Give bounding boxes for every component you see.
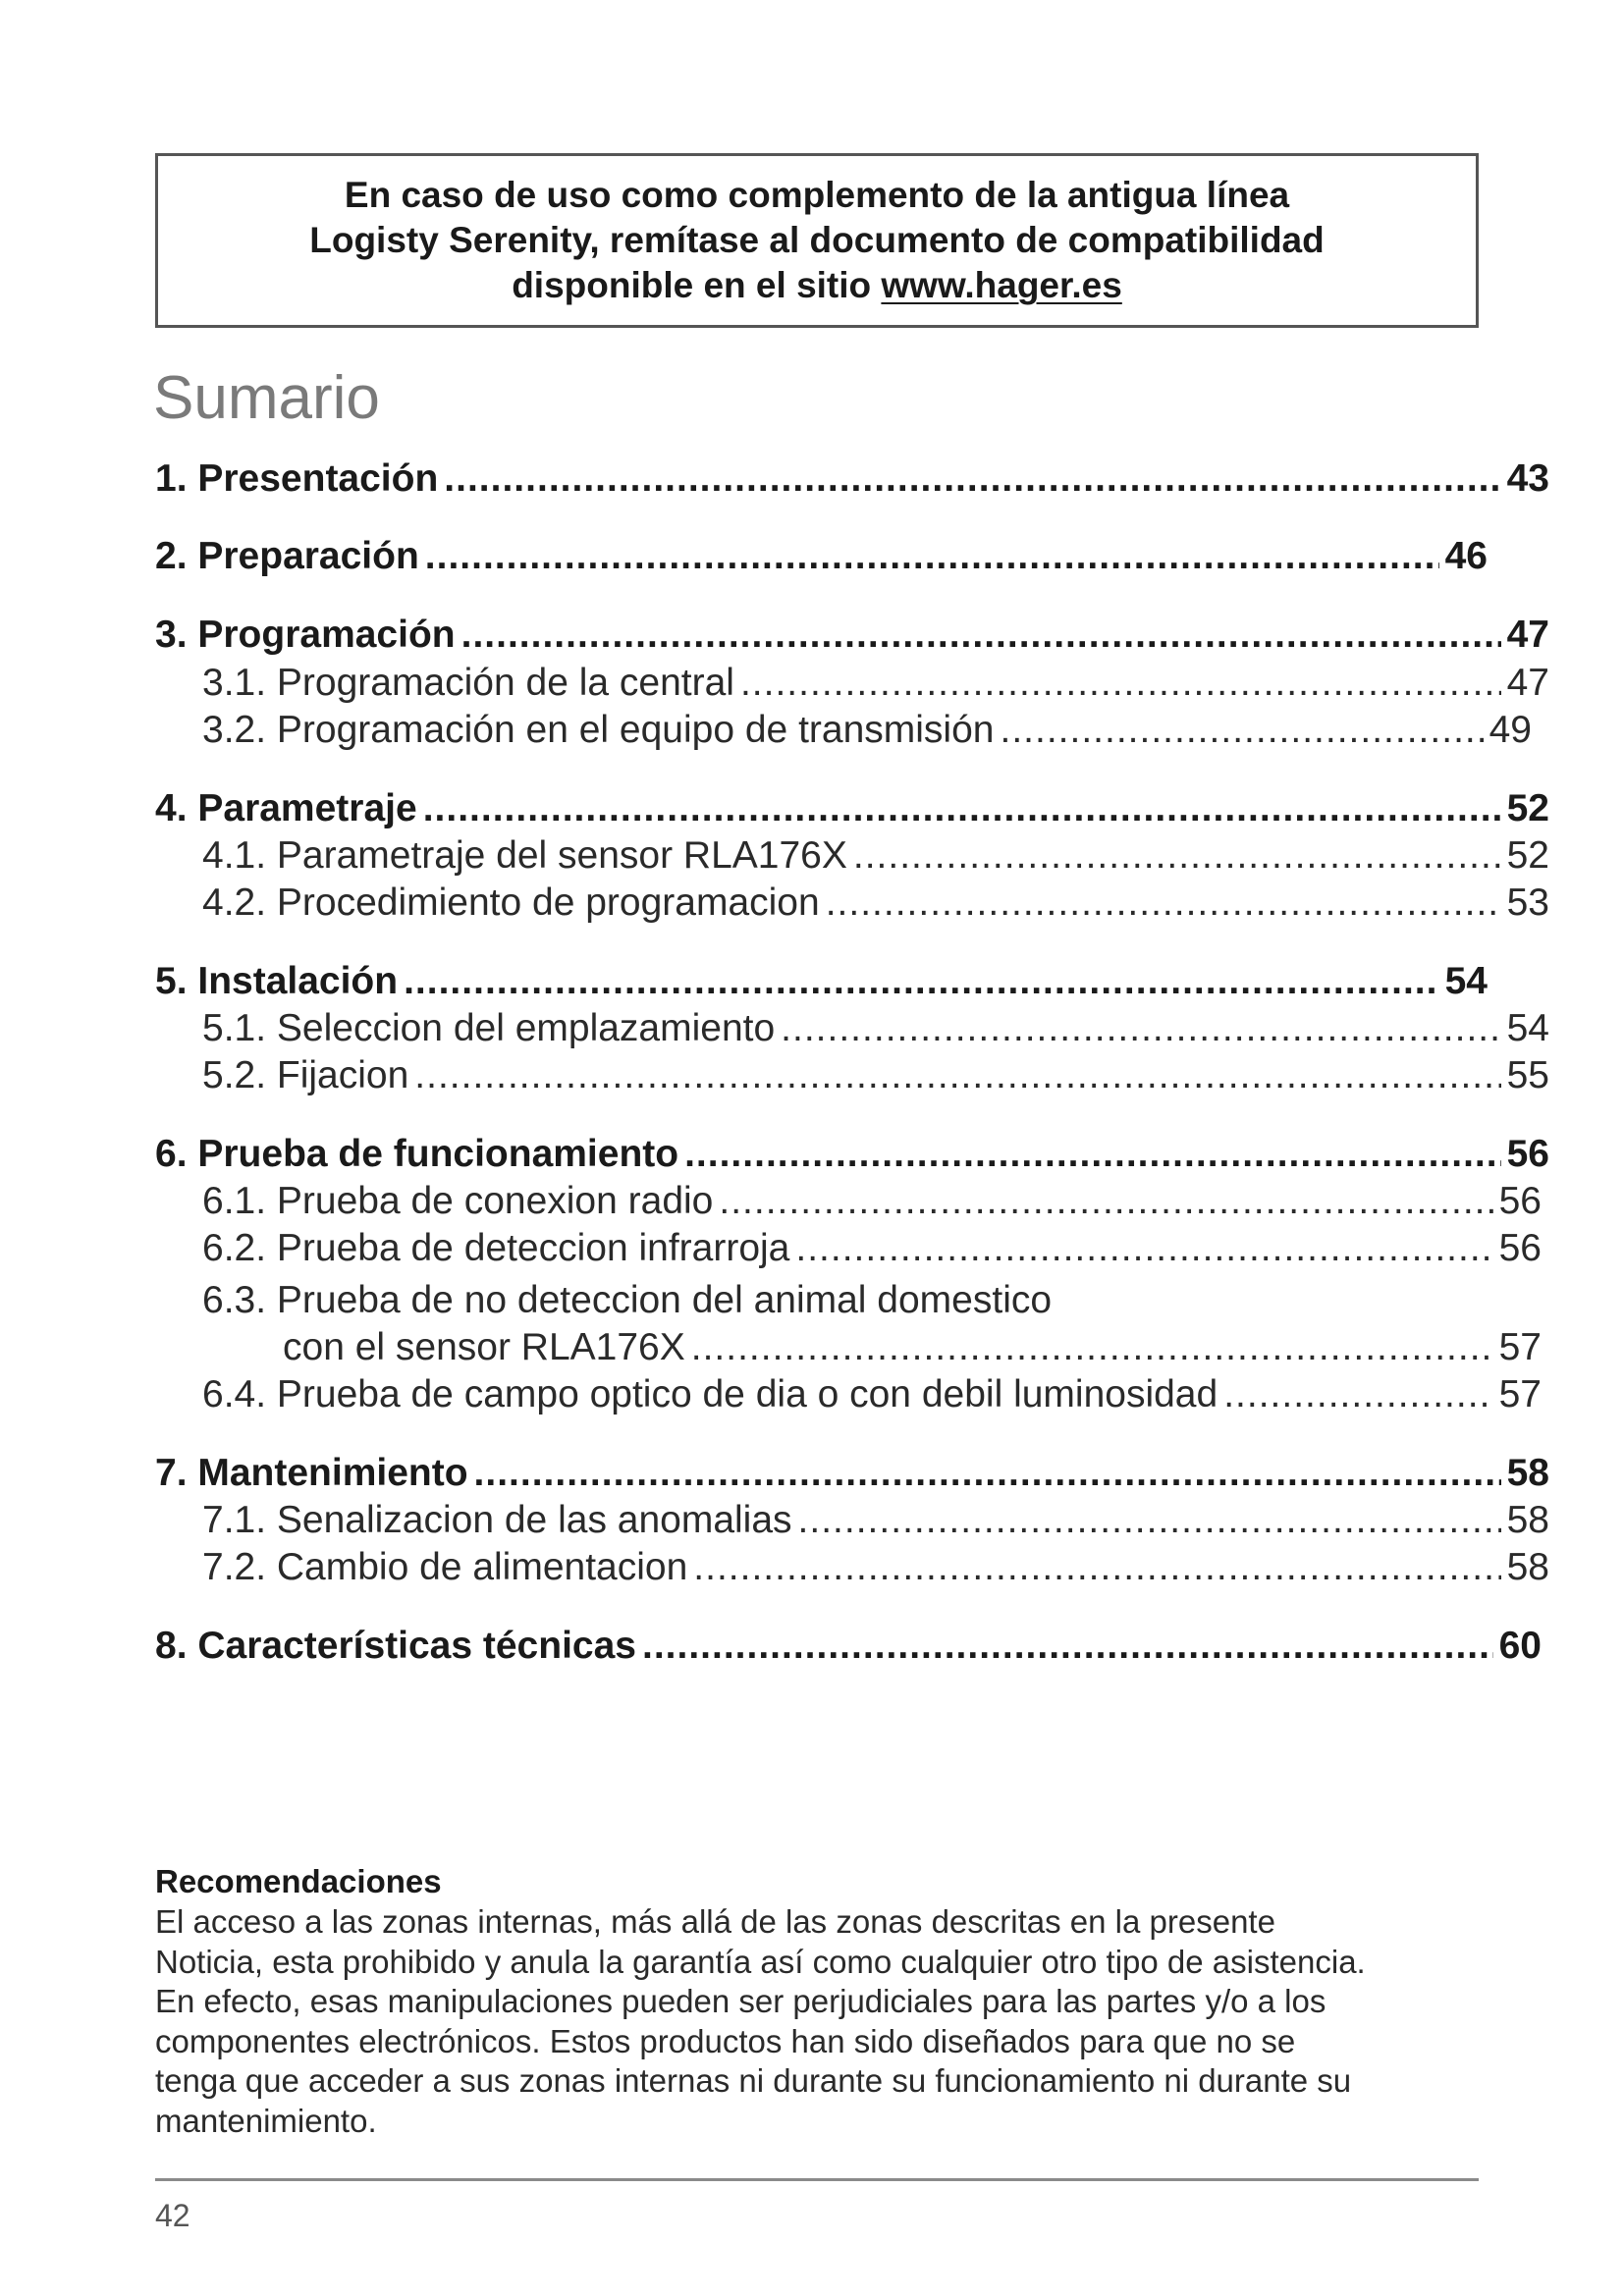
toc-subsection-entry[interactable] bbox=[202, 1497, 1549, 1544]
toc-dot-leader bbox=[404, 958, 1439, 1005]
toc-chapter-entry[interactable] bbox=[155, 533, 1488, 580]
toc-dot-leader bbox=[414, 1052, 1500, 1099]
toc-page-number: 57 bbox=[1498, 1326, 1542, 1368]
toc-dot-leader bbox=[719, 1178, 1492, 1225]
toc-subsection-entry[interactable] bbox=[202, 660, 1549, 707]
toc-page-number: 47 bbox=[1506, 614, 1549, 656]
toc-entry-title: 3.1. Programación de la central bbox=[202, 662, 734, 704]
toc-chapter-entry[interactable] bbox=[155, 958, 1488, 1005]
footer-divider bbox=[155, 2178, 1479, 2181]
toc-dot-leader bbox=[1223, 1371, 1492, 1418]
recommendations-line: El acceso a las zonas internas, más allá de las zonas descritas en la presente bbox=[155, 1903, 1275, 1940]
compatibility-notice-box bbox=[155, 153, 1479, 328]
toc-dot-leader bbox=[474, 1450, 1501, 1497]
toc-page-number: 58 bbox=[1506, 1546, 1549, 1588]
toc-entry-title: 1. Presentación bbox=[155, 457, 439, 500]
toc-chapter-entry[interactable] bbox=[155, 785, 1549, 832]
toc-dot-leader bbox=[691, 1324, 1493, 1371]
toc-subsection-entry[interactable] bbox=[202, 707, 1532, 754]
recommendations-line: tenga que acceder a sus zonas internas ni durante su funcionamiento ni durante su bbox=[155, 2062, 1352, 2099]
toc-chapter-entry[interactable] bbox=[155, 612, 1549, 659]
toc-chapter-entry[interactable] bbox=[155, 1623, 1542, 1670]
recommendations-line: Noticia, esta prohibido y anula la garantía así como cualquier otro tipo de asistencia. bbox=[155, 1943, 1366, 1980]
recommendations-line: En efecto, esas manipulaciones pueden ser perjudiciales para las partes y/o a los bbox=[155, 1983, 1326, 2019]
toc-dot-leader bbox=[853, 832, 1501, 880]
toc-page-number: 52 bbox=[1506, 787, 1549, 829]
notice-line-1: En caso de uso como complemento de la antigua línea bbox=[344, 175, 1290, 215]
toc-dot-leader bbox=[795, 1225, 1492, 1272]
toc-page-number: 58 bbox=[1506, 1452, 1549, 1494]
toc-subsection-entry[interactable] bbox=[202, 1052, 1549, 1099]
toc-page-number: 55 bbox=[1506, 1054, 1549, 1096]
toc-entry-title: 6. Prueba de funcionamiento bbox=[155, 1133, 679, 1175]
toc-page-number: 43 bbox=[1506, 457, 1549, 500]
toc-subsection-entry[interactable] bbox=[283, 1324, 1542, 1371]
recommendations-line: componentes electrónicos. Estos productos han sido diseñados para que no se bbox=[155, 2022, 1296, 2059]
recommendations-body bbox=[155, 1902, 1530, 2141]
notice-line-3-prefix: disponible en el sitio bbox=[512, 265, 882, 305]
toc-entry-title: 5.2. Fijacion bbox=[202, 1054, 409, 1096]
toc-dot-leader bbox=[642, 1623, 1493, 1670]
toc-entry-title: 6.1. Prueba de conexion radio bbox=[202, 1180, 714, 1222]
toc-page-number: 56 bbox=[1498, 1180, 1542, 1222]
toc-chapter-entry[interactable] bbox=[155, 1131, 1549, 1178]
toc-dot-leader bbox=[798, 1497, 1501, 1544]
toc-subsection-entry[interactable] bbox=[202, 1005, 1549, 1052]
notice-line-3 bbox=[512, 263, 1122, 308]
recommendations-line: mantenimiento. bbox=[155, 2102, 377, 2139]
toc-entry-title: 6.4. Prueba de campo optico de dia o con debil luminosidad bbox=[202, 1373, 1218, 1415]
toc-page-number: 57 bbox=[1498, 1373, 1542, 1415]
toc-page-number: 46 bbox=[1444, 535, 1488, 577]
toc-page-number: 60 bbox=[1498, 1625, 1542, 1667]
toc-dot-leader bbox=[826, 880, 1501, 927]
toc-dot-leader bbox=[1000, 707, 1483, 754]
hager-website-link[interactable]: www.hager.es bbox=[881, 265, 1122, 305]
toc-page-number: 53 bbox=[1506, 881, 1549, 924]
toc-entry-title: 3.2. Programación en el equipo de transmisión bbox=[202, 709, 995, 751]
toc-entry-title: 4. Parametraje bbox=[155, 787, 417, 829]
toc-subsection-entry[interactable] bbox=[202, 1225, 1542, 1272]
notice-line-2: Logisty Serenity, remítase al documento de compatibilidad bbox=[309, 220, 1325, 260]
toc-entry-title: 5.1. Seleccion del emplazamiento bbox=[202, 1007, 776, 1049]
toc-dot-leader bbox=[425, 533, 1439, 580]
toc-subsection-entry[interactable] bbox=[202, 1178, 1542, 1225]
toc-entry-title: 2. Preparación bbox=[155, 535, 419, 577]
toc-dot-leader bbox=[423, 785, 1501, 832]
toc-entry-title: 6.2. Prueba de deteccion infrarroja bbox=[202, 1227, 790, 1269]
toc-page-number: 47 bbox=[1506, 662, 1549, 704]
toc-page-number: 54 bbox=[1506, 1007, 1549, 1049]
toc-chapter-entry[interactable] bbox=[155, 1450, 1549, 1497]
toc-page-number: 56 bbox=[1498, 1227, 1542, 1269]
toc-entry-title: 8. Características técnicas bbox=[155, 1625, 636, 1667]
toc-entry-title: 5. Instalación bbox=[155, 960, 399, 1002]
recommendations-heading: Recomendaciones bbox=[155, 1863, 442, 1899]
toc-entry-title: 4.1. Parametraje del sensor RLA176X bbox=[202, 834, 847, 877]
toc-entry-title: 4.2. Procedimiento de programacion bbox=[202, 881, 820, 924]
toc-page-number: 58 bbox=[1506, 1499, 1549, 1541]
toc-dot-leader bbox=[740, 660, 1501, 707]
toc-entry-title: 7. Mantenimiento bbox=[155, 1452, 468, 1494]
toc-entry-title: 3. Programación bbox=[155, 614, 456, 656]
toc-subsection-entry[interactable] bbox=[202, 880, 1549, 927]
toc-entry-title: con el sensor RLA176X bbox=[283, 1326, 685, 1368]
toc-page-number: 52 bbox=[1506, 834, 1549, 877]
page-number: 42 bbox=[155, 2198, 190, 2233]
toc-subsection-entry[interactable] bbox=[202, 1371, 1542, 1418]
toc-entry-title: 6.3. Prueba de no deteccion del animal domestico bbox=[202, 1279, 1053, 1321]
toc-subsection-entry[interactable] bbox=[202, 1277, 1052, 1324]
toc-dot-leader bbox=[684, 1131, 1501, 1178]
toc-page-number: 54 bbox=[1444, 960, 1488, 1002]
toc-page-number: 56 bbox=[1506, 1133, 1549, 1175]
toc-dot-leader bbox=[781, 1005, 1500, 1052]
toc-dot-leader bbox=[693, 1544, 1500, 1591]
toc-chapter-entry[interactable] bbox=[155, 455, 1549, 503]
toc-dot-leader bbox=[444, 455, 1500, 503]
toc-subsection-entry[interactable] bbox=[202, 832, 1549, 880]
toc-title: Sumario bbox=[153, 364, 380, 432]
toc-entry-title: 7.1. Senalizacion de las anomalias bbox=[202, 1499, 792, 1541]
toc-dot-leader bbox=[461, 612, 1501, 659]
toc-entry-title: 7.2. Cambio de alimentacion bbox=[202, 1546, 688, 1588]
toc-subsection-entry[interactable] bbox=[202, 1544, 1549, 1591]
toc-page-number: 49 bbox=[1489, 709, 1532, 751]
